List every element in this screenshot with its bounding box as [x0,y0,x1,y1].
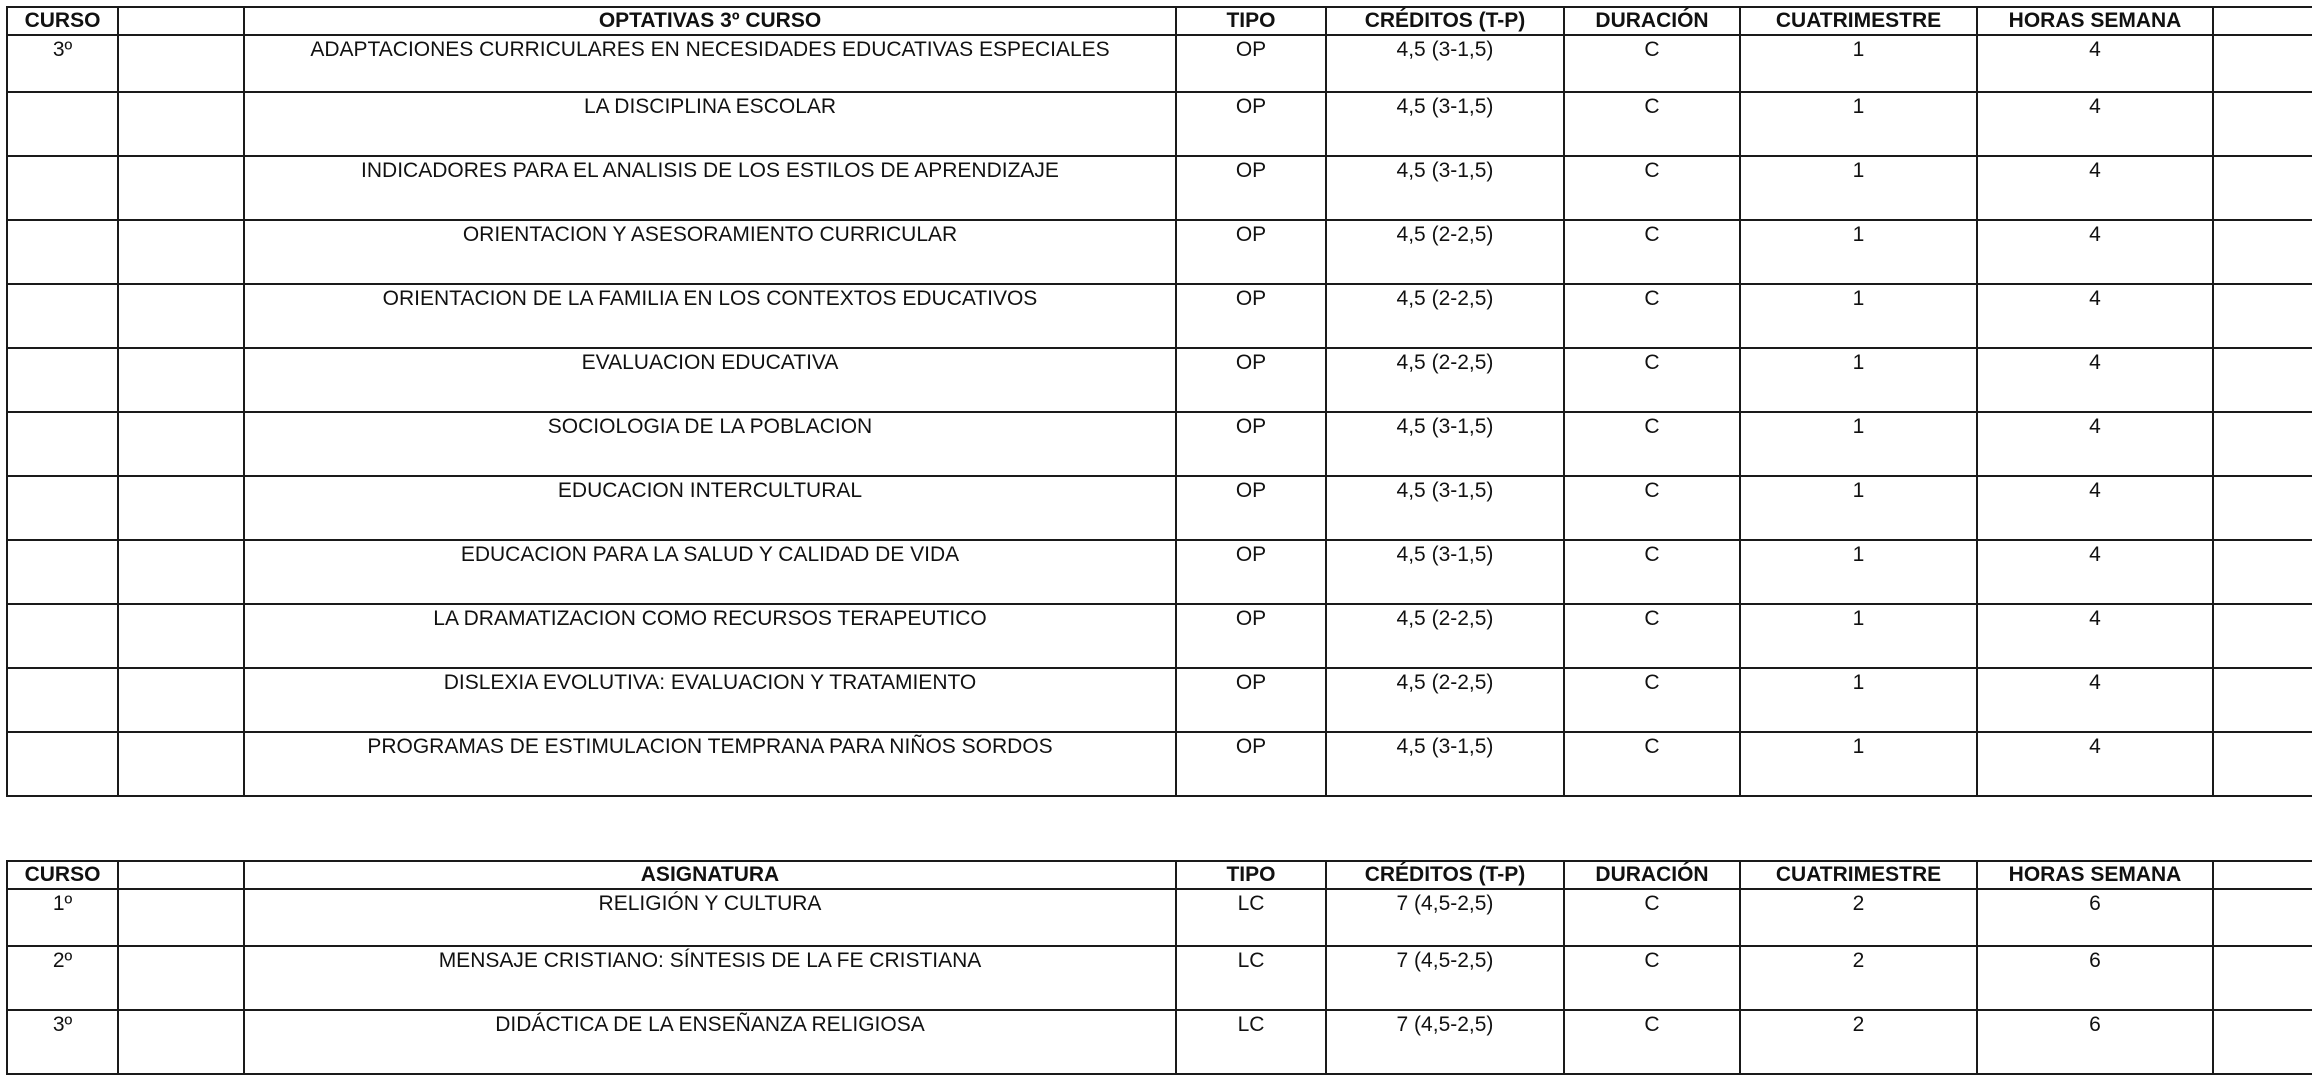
cell-curso [7,732,118,796]
cell-tipo: OP [1176,604,1326,668]
header-creditos: CRÉDITOS (T-P) [1326,7,1564,35]
cell-duracion: C [1564,156,1740,220]
cell-curso [7,348,118,412]
cell-duracion: C [1564,1010,1740,1074]
cell-creditos: 4,5 (2-2,5) [1326,348,1564,412]
cell-horas: 4 [1977,348,2213,412]
table-row [7,889,2312,946]
cell-creditos: 4,5 (3-1,5) [1326,412,1564,476]
header-creditos: CRÉDITOS (T-P) [1326,861,1564,889]
cell-extra [2213,412,2312,476]
cell-extra [2213,35,2312,92]
cell-creditos: 4,5 (2-2,5) [1326,284,1564,348]
cell-creditos: 4,5 (3-1,5) [1326,92,1564,156]
cell-subject: LA DISCIPLINA ESCOLAR [244,92,1176,156]
cell-curso: 3º [7,1010,118,1074]
cell-creditos: 7 (4,5-2,5) [1326,889,1564,946]
cell-subject: DIDÁCTICA DE LA ENSEÑANZA RELIGIOSA [244,1010,1176,1074]
cell-blank [118,540,244,604]
header-tipo: TIPO [1176,861,1326,889]
table-row [7,540,2312,604]
cell-curso: 1º [7,889,118,946]
cell-creditos: 4,5 (2-2,5) [1326,604,1564,668]
cell-extra [2213,156,2312,220]
cell-duracion: C [1564,412,1740,476]
cell-creditos: 4,5 (3-1,5) [1326,476,1564,540]
cell-tipo: OP [1176,732,1326,796]
cell-creditos: 4,5 (2-2,5) [1326,220,1564,284]
cell-duracion: C [1564,284,1740,348]
cell-horas: 4 [1977,540,2213,604]
optativas-body [7,35,2312,796]
cell-tipo: LC [1176,946,1326,1010]
cell-extra [2213,604,2312,668]
cell-cuatrimestre: 1 [1740,92,1977,156]
cell-cuatrimestre: 1 [1740,476,1977,540]
cell-extra [2213,540,2312,604]
cell-duracion: C [1564,92,1740,156]
cell-cuatrimestre: 1 [1740,220,1977,284]
cell-duracion: C [1564,604,1740,668]
cell-extra [2213,889,2312,946]
cell-curso [7,156,118,220]
table-row [7,220,2312,284]
cell-tipo: LC [1176,1010,1326,1074]
header-extra [2213,7,2312,35]
cell-duracion: C [1564,732,1740,796]
cell-cuatrimestre: 2 [1740,946,1977,1010]
table-row [7,668,2312,732]
cell-subject: PROGRAMAS DE ESTIMULACION TEMPRANA PARA NIÑOS SORDOS [244,732,1176,796]
cell-duracion: C [1564,35,1740,92]
header-horas: HORAS SEMANA [1977,861,2213,889]
cell-horas: 4 [1977,35,2213,92]
cell-tipo: OP [1176,412,1326,476]
table-row [7,156,2312,220]
cell-duracion: C [1564,889,1740,946]
cell-curso [7,668,118,732]
header-duracion: DURACIÓN [1564,861,1740,889]
cell-subject: DISLEXIA EVOLUTIVA: EVALUACION Y TRATAMIENTO [244,668,1176,732]
cell-extra [2213,476,2312,540]
cell-curso: 2º [7,946,118,1010]
header-extra [2213,861,2312,889]
cell-cuatrimestre: 2 [1740,889,1977,946]
cell-duracion: C [1564,476,1740,540]
header-subject: ASIGNATURA [244,861,1176,889]
cell-blank [118,946,244,1010]
cell-horas: 4 [1977,284,2213,348]
cell-cuatrimestre: 1 [1740,412,1977,476]
header-cuatrimestre: CUATRIMESTRE [1740,861,1977,889]
cell-creditos: 7 (4,5-2,5) [1326,1010,1564,1074]
cell-blank [118,732,244,796]
cell-horas: 4 [1977,412,2213,476]
cell-blank [118,220,244,284]
cell-horas: 4 [1977,476,2213,540]
cell-cuatrimestre: 1 [1740,540,1977,604]
cell-subject: ORIENTACION Y ASESORAMIENTO CURRICULAR [244,220,1176,284]
cell-curso [7,604,118,668]
cell-horas: 4 [1977,668,2213,732]
optativas-header-row [7,7,2312,35]
cell-extra [2213,668,2312,732]
cell-horas: 6 [1977,946,2213,1010]
cell-curso [7,476,118,540]
table-row [7,412,2312,476]
cell-subject: LA DRAMATIZACION COMO RECURSOS TERAPEUTICO [244,604,1176,668]
cell-subject: INDICADORES PARA EL ANALISIS DE LOS ESTILOS DE APRENDIZAJE [244,156,1176,220]
header-curso: CURSO [7,861,118,889]
asignaturas-body [7,889,2312,1074]
cell-subject: EDUCACION PARA LA SALUD Y CALIDAD DE VIDA [244,540,1176,604]
cell-subject: SOCIOLOGIA DE LA POBLACION [244,412,1176,476]
table-row [7,92,2312,156]
cell-creditos: 4,5 (3-1,5) [1326,732,1564,796]
cell-horas: 6 [1977,889,2213,946]
cell-extra [2213,348,2312,412]
cell-cuatrimestre: 1 [1740,348,1977,412]
cell-blank [118,604,244,668]
cell-blank [118,412,244,476]
cell-duracion: C [1564,668,1740,732]
cell-tipo: OP [1176,220,1326,284]
cell-tipo: OP [1176,540,1326,604]
table-row [7,604,2312,668]
table-row [7,732,2312,796]
cell-creditos: 4,5 (3-1,5) [1326,35,1564,92]
cell-horas: 6 [1977,1010,2213,1074]
cell-cuatrimestre: 1 [1740,732,1977,796]
cell-tipo: OP [1176,668,1326,732]
table-row [7,348,2312,412]
cell-subject: ADAPTACIONES CURRICULARES EN NECESIDADES EDUCATIVAS ESPECIALES [244,35,1176,92]
header-horas: HORAS SEMANA [1977,7,2213,35]
header-blank [118,861,244,889]
cell-horas: 4 [1977,220,2213,284]
cell-tipo: OP [1176,476,1326,540]
cell-blank [118,889,244,946]
cell-duracion: C [1564,220,1740,284]
cell-extra [2213,92,2312,156]
cell-curso: 3º [7,35,118,92]
cell-blank [118,668,244,732]
cell-cuatrimestre: 1 [1740,35,1977,92]
cell-tipo: OP [1176,35,1326,92]
cell-creditos: 4,5 (3-1,5) [1326,540,1564,604]
cell-cuatrimestre: 1 [1740,156,1977,220]
asignaturas-table [6,860,2312,1075]
cell-curso [7,284,118,348]
cell-blank [118,92,244,156]
cell-blank [118,1010,244,1074]
cell-cuatrimestre: 1 [1740,284,1977,348]
cell-horas: 4 [1977,732,2213,796]
cell-creditos: 4,5 (2-2,5) [1326,668,1564,732]
cell-blank [118,476,244,540]
cell-cuatrimestre: 2 [1740,1010,1977,1074]
cell-tipo: OP [1176,284,1326,348]
cell-horas: 4 [1977,604,2213,668]
cell-extra [2213,284,2312,348]
table-row [7,946,2312,1010]
cell-curso [7,220,118,284]
header-tipo: TIPO [1176,7,1326,35]
header-blank [118,7,244,35]
cell-extra [2213,1010,2312,1074]
cell-cuatrimestre: 1 [1740,604,1977,668]
cell-subject: EDUCACION INTERCULTURAL [244,476,1176,540]
cell-blank [118,284,244,348]
header-curso: CURSO [7,7,118,35]
cell-extra [2213,732,2312,796]
cell-tipo: OP [1176,156,1326,220]
cell-horas: 4 [1977,156,2213,220]
cell-extra [2213,220,2312,284]
cell-curso [7,412,118,476]
table-row [7,35,2312,92]
cell-creditos: 7 (4,5-2,5) [1326,946,1564,1010]
asignaturas-header-row [7,861,2312,889]
header-duracion: DURACIÓN [1564,7,1740,35]
cell-tipo: LC [1176,889,1326,946]
cell-duracion: C [1564,946,1740,1010]
cell-subject: RELIGIÓN Y CULTURA [244,889,1176,946]
header-cuatrimestre: CUATRIMESTRE [1740,7,1977,35]
cell-blank [118,35,244,92]
cell-creditos: 4,5 (3-1,5) [1326,156,1564,220]
header-subject: OPTATIVAS 3º CURSO [244,7,1176,35]
cell-blank [118,348,244,412]
cell-subject: MENSAJE CRISTIANO: SÍNTESIS DE LA FE CRISTIANA [244,946,1176,1010]
optativas-table [6,6,2312,797]
cell-subject: EVALUACION EDUCATIVA [244,348,1176,412]
cell-curso [7,540,118,604]
cell-tipo: OP [1176,92,1326,156]
table-row [7,1010,2312,1074]
cell-subject: ORIENTACION DE LA FAMILIA EN LOS CONTEXTOS EDUCATIVOS [244,284,1176,348]
cell-horas: 4 [1977,92,2213,156]
cell-tipo: OP [1176,348,1326,412]
cell-extra [2213,946,2312,1010]
table-row [7,284,2312,348]
cell-cuatrimestre: 1 [1740,668,1977,732]
cell-duracion: C [1564,348,1740,412]
table-row [7,476,2312,540]
cell-curso [7,92,118,156]
cell-blank [118,156,244,220]
cell-duracion: C [1564,540,1740,604]
